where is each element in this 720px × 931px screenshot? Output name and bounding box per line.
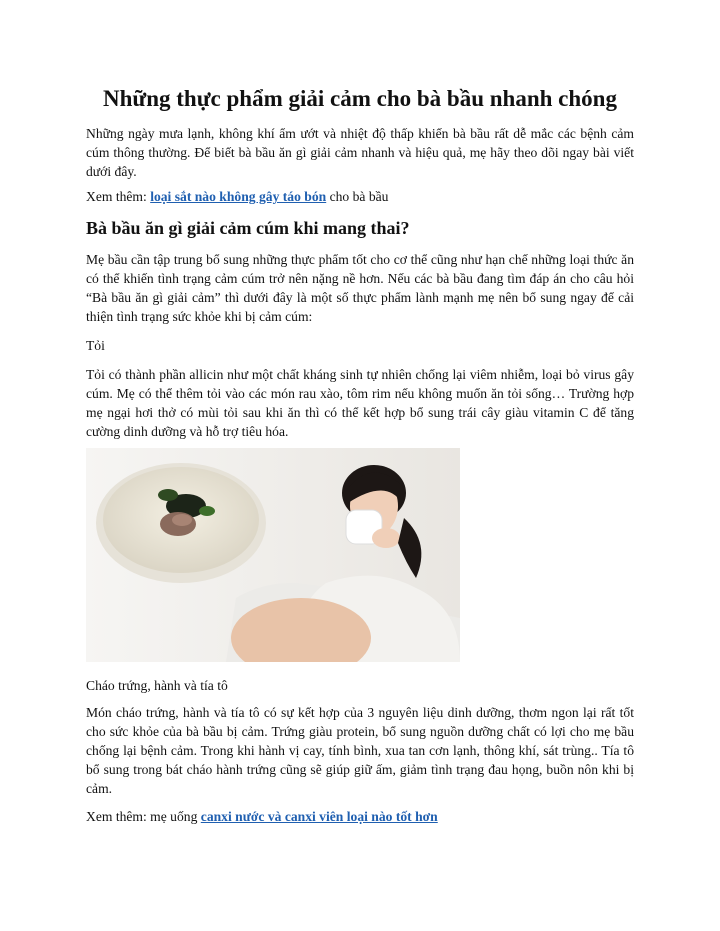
item-title-garlic: Tỏi <box>86 338 105 353</box>
see-also-line-1 <box>86 187 634 206</box>
porridge-bowl <box>96 463 266 583</box>
item-title-porridge: Cháo trứng, hành và tía tô <box>86 678 228 693</box>
section-heading: Bà bầu ăn gì giải cảm cúm khi mang thai? <box>86 218 410 238</box>
see-also-prefix-2: Xem thêm: mẹ uống <box>86 809 201 824</box>
intro-paragraph: Những ngày mưa lạnh, không khí ẩm ướt và nhiệt độ thấp khiến bà bầu rất dễ mắc các bệnh cảm cúm thông thường. Để biết bà bầu ăn gì giải cảm nhanh và hiệu quả, mẹ hãy theo dõi ngay bài viết dưới đây. <box>86 126 634 179</box>
see-also-prefix: Xem thêm: <box>86 189 151 204</box>
section-paragraph: Mẹ bầu cần tập trung bổ sung những thực phẩm tốt cho cơ thể cũng như hạn chế những loại thức ăn có thể khiến tình trạng cảm cúm trở nên nặng nề hơn. Nếu các bà bầu đang tìm đáp án cho câu hỏi “Bà bầu ăn gì giải cảm” thì dưới đây là một số thực phẩm lành mạnh mẹ nên bổ sung ngay để cải thiện tình trạng sức khỏe khi bị cảm cúm: <box>86 252 634 324</box>
image-illustration <box>86 448 460 662</box>
see-also-line-2 <box>86 807 634 826</box>
item-text-garlic: Tỏi có thành phần allicin như một chất kháng sinh tự nhiên chống lại viêm nhiễm, loại bỏ virus gây cúm. Mẹ có thể thêm tỏi vào các món rau xào, tôm rim nếu không muốn ăn tỏi sống… Trường hợp mẹ ngại hơi thở có mùi tỏi sau khi ăn thì có thể kết hợp bổ sung trái cây giàu vitamin C để tăng cường dinh dưỡng và hỗ trợ tiêu hóa. <box>86 367 634 439</box>
iron-supplement-link[interactable]: loại sắt nào không gây táo bón <box>150 189 327 204</box>
item-text-porridge: Món cháo trứng, hành và tía tô có sự kết hợp của 3 nguyên liệu dinh dưỡng, thơm ngon lại rất tốt cho sức khỏe của bà bầu bị cảm. Trứng giàu protein, bổ sung nguồn dưỡng chất có lợi cho mẹ bầu chống lại bệnh cảm. Trong khi hành vị cay, tính bình, xua tan cơn lạnh, thông khí, sát trùng.. Tía tô bổ sung trong bát cháo hành trứng cũng sẽ giúp giữ ấm, giảm tình trạng đau họng, buồn nôn khi bị cảm. <box>86 705 634 796</box>
article-image <box>86 448 460 662</box>
see-also-suffix: cho bà bầu <box>326 189 389 204</box>
calcium-comparison-link[interactable]: canxi nước và canxi viên loại nào tốt hơn <box>200 809 438 824</box>
page-title: Những thực phẩm giải cảm cho bà bầu nhanh chóng <box>103 86 617 111</box>
